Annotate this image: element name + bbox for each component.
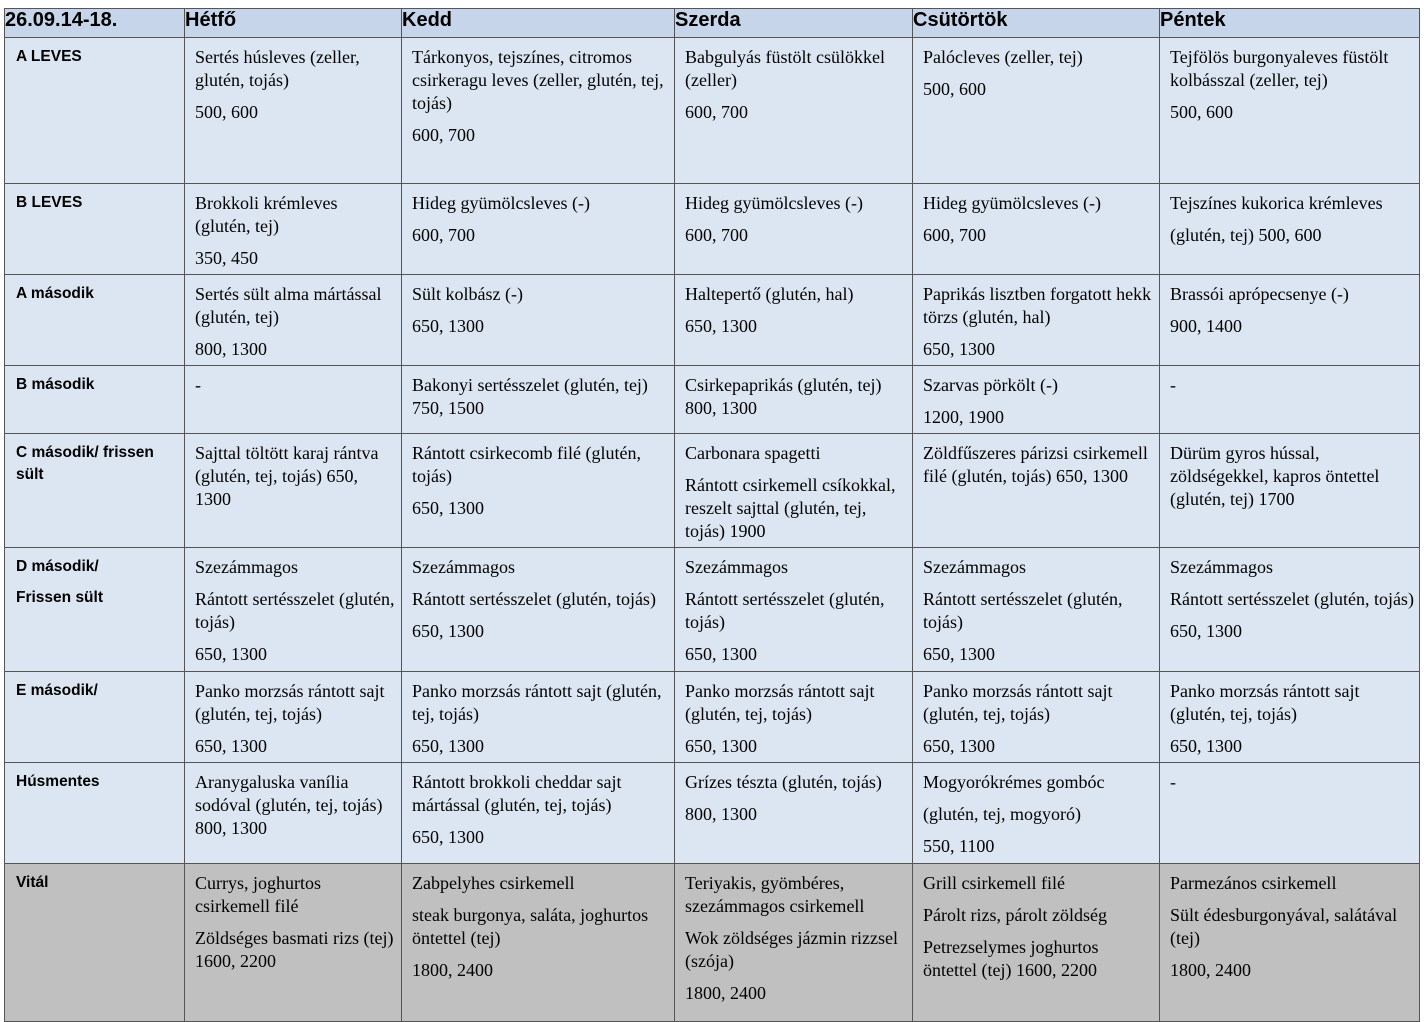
dish-text: Hideg gyümölcsleves (-)	[685, 193, 863, 213]
menu-row	[5, 38, 1420, 184]
dish-text: Paprikás lisztben forgatott hekk törzs (glutén, hal)	[923, 284, 1152, 327]
dish-text: Szezámmagos	[685, 557, 788, 577]
dish-text: 650, 1300	[412, 621, 484, 641]
dish-text: Sertés sült alma mártással (glutén, tej)	[195, 284, 382, 327]
header-row	[5, 9, 1420, 38]
dish-text: Mogyorókrémes gombóc	[923, 772, 1105, 792]
menu-row	[5, 184, 1420, 275]
dish-text: Sült kolbász (-)	[412, 284, 523, 304]
dish-text: Currys, joghurtos csirkemell filé	[195, 873, 321, 916]
menu-cell-wednesday	[675, 184, 913, 275]
dish-text: Zabpelyhes csirkemell	[412, 873, 575, 893]
menu-cell-friday	[1160, 763, 1420, 864]
dish-text: 350, 450	[195, 248, 258, 268]
menu-cell-thursday	[913, 548, 1160, 672]
row-label	[5, 434, 185, 548]
menu-cell-friday	[1160, 184, 1420, 275]
dish-text: Panko morzsás rántott sajt (glutén, tej, tojás)	[685, 681, 875, 724]
dish-text: Tejfölös burgonyaleves füstölt kolbásszal (zeller, tej)	[1170, 47, 1389, 90]
dish-text: Párolt rizs, párolt zöldség	[923, 905, 1107, 925]
dish-text: Szarvas pörkölt (-)	[923, 375, 1058, 395]
menu-cell-wednesday	[675, 366, 913, 434]
dish-text: Csirkepaprikás (glutén, tej) 800, 1300	[685, 375, 882, 418]
row-label-line: Vitál	[16, 874, 49, 891]
dish-text: 650, 1300	[923, 644, 995, 664]
dish-text: Rántott sertésszelet (glutén, tojás)	[685, 589, 885, 632]
dish-text: 650, 1300	[1170, 736, 1242, 756]
menu-cell-monday	[185, 864, 402, 1022]
dish-text: 900, 1400	[1170, 316, 1242, 336]
menu-cell-wednesday	[675, 434, 913, 548]
dish-text: Szezámmagos	[1170, 557, 1273, 577]
menu-cell-tuesday	[402, 38, 675, 184]
menu-cell-tuesday	[402, 864, 675, 1022]
dish-text: Rántott brokkoli cheddar sajt mártással (glutén, tej, tojás)	[412, 772, 622, 815]
row-label-line: B második	[16, 376, 95, 393]
menu-cell-wednesday	[675, 38, 913, 184]
dish-text: 1200, 1900	[923, 407, 1004, 427]
menu-cell-friday	[1160, 864, 1420, 1022]
menu-row	[5, 275, 1420, 366]
menu-row	[5, 548, 1420, 672]
dish-text: Hideg gyümölcsleves (-)	[412, 193, 590, 213]
menu-cell-tuesday	[402, 275, 675, 366]
dish-text: Panko morzsás rántott sajt (glutén, tej, tojás)	[1170, 681, 1360, 724]
dish-text: Grill csirkemell filé	[923, 873, 1065, 893]
dish-text: 650, 1300	[412, 316, 484, 336]
menu-row	[5, 366, 1420, 434]
menu-cell-friday	[1160, 434, 1420, 548]
dish-text: Rántott sertésszelet (glutén, tojás)	[412, 589, 656, 609]
menu-cell-monday	[185, 275, 402, 366]
dish-text: Sajttal töltött karaj rántva (glutén, tej, tojás) 650, 1300	[195, 443, 379, 509]
dish-text: Grízes tészta (glutén, tojás)	[685, 772, 882, 792]
dish-text: Teriyakis, gyömbéres, szezámmagos csirkemell	[685, 873, 865, 916]
menu-row	[5, 763, 1420, 864]
dish-text: 600, 700	[923, 225, 986, 245]
menu-cell-tuesday	[402, 366, 675, 434]
row-label	[5, 184, 185, 275]
dish-text: 1800, 2400	[412, 960, 493, 980]
menu-cell-wednesday	[675, 672, 913, 763]
dish-text: 650, 1300	[685, 644, 757, 664]
dish-text: 800, 1300	[195, 339, 267, 359]
dish-text: Sült édesburgonyával, salátával (tej)	[1170, 905, 1398, 948]
dish-text: 500, 600	[923, 79, 986, 99]
dish-text: (glutén, tej) 500, 600	[1170, 225, 1322, 245]
dish-text: Wok zöldséges jázmin rizzsel (szója)	[685, 928, 898, 971]
menu-cell-tuesday	[402, 434, 675, 548]
dish-text: Brokkoli krémleves (glutén, tej)	[195, 193, 338, 236]
dish-text: Panko morzsás rántott sajt (glutén, tej, tojás)	[412, 681, 662, 724]
dish-text: Parmezános csirkemell	[1170, 873, 1337, 893]
dish-text: 600, 700	[685, 225, 748, 245]
dish-text: 500, 600	[1170, 102, 1233, 122]
menu-cell-wednesday	[675, 548, 913, 672]
dish-text: 650, 1300	[1170, 621, 1242, 641]
menu-cell-thursday	[913, 672, 1160, 763]
menu-cell-monday	[185, 434, 402, 548]
day-header-tuesday: Kedd	[402, 9, 675, 38]
dish-text: 550, 1100	[923, 836, 995, 856]
menu-cell-wednesday	[675, 864, 913, 1022]
menu-cell-friday	[1160, 672, 1420, 763]
dish-text: Rántott csirkemell csíkokkal, reszelt sajttal (glutén, tej, tojás) 1900	[685, 475, 896, 541]
row-label-line: A második	[16, 285, 94, 302]
menu-cell-friday	[1160, 366, 1420, 434]
date-range: 26.09.14-18.	[5, 9, 185, 38]
menu-cell-tuesday	[402, 548, 675, 672]
menu-cell-thursday	[913, 434, 1160, 548]
dish-text: Zöldséges basmati rizs (tej) 1600, 2200	[195, 928, 394, 971]
dish-text: Zöldfűszeres párizsi csirkemell filé (glutén, tojás) 650, 1300	[923, 443, 1148, 486]
row-label	[5, 864, 185, 1022]
dish-text: 650, 1300	[685, 736, 757, 756]
menu-cell-monday	[185, 548, 402, 672]
dish-text: 650, 1300	[195, 736, 267, 756]
dish-text: Rántott sertésszelet (glutén, tojás)	[923, 589, 1123, 632]
row-label	[5, 38, 185, 184]
menu-cell-friday	[1160, 548, 1420, 672]
dish-text: Palócleves (zeller, tej)	[923, 47, 1083, 67]
row-label-line: E második/	[16, 682, 98, 699]
dish-text: (glutén, tej, mogyoró)	[923, 804, 1081, 824]
menu-cell-tuesday	[402, 763, 675, 864]
row-label-line: Frissen sült	[16, 589, 103, 606]
dish-text: 650, 1300	[195, 644, 267, 664]
menu-cell-monday	[185, 366, 402, 434]
dish-text: 500, 600	[195, 102, 258, 122]
dish-text: 600, 700	[412, 225, 475, 245]
dish-text: -	[195, 375, 201, 395]
dish-text: 600, 700	[412, 125, 475, 145]
menu-row	[5, 672, 1420, 763]
dish-text: Bakonyi sertésszelet (glutén, tej) 750, 1500	[412, 375, 648, 418]
dish-text: 650, 1300	[685, 316, 757, 336]
dish-text: 1800, 2400	[1170, 960, 1251, 980]
menu-cell-monday	[185, 184, 402, 275]
dish-text: Szezámmagos	[195, 557, 298, 577]
dish-text: 600, 700	[685, 102, 748, 122]
menu-cell-thursday	[913, 366, 1160, 434]
menu-cell-thursday	[913, 184, 1160, 275]
dish-text: 800, 1300	[685, 804, 757, 824]
dish-text: Hideg gyümölcsleves (-)	[923, 193, 1101, 213]
menu-cell-wednesday	[675, 763, 913, 864]
dish-text: steak burgonya, saláta, joghurtos öntettel (tej)	[412, 905, 649, 948]
day-header-monday: Hétfő	[185, 9, 402, 38]
dish-text: Brassói aprópecsenye (-)	[1170, 284, 1349, 304]
dish-text: Aranygaluska vanília sodóval (glutén, tej, tojás) 800, 1300	[195, 772, 383, 838]
row-label-line: A LEVES	[16, 48, 82, 65]
day-header-friday: Péntek	[1160, 9, 1420, 38]
dish-text: Panko morzsás rántott sajt (glutén, tej, tojás)	[195, 681, 385, 724]
dish-text: Haltepertő (glutén, hal)	[685, 284, 854, 304]
menu-cell-tuesday	[402, 184, 675, 275]
dish-text: Rántott csirkecomb filé (glutén, tojás)	[412, 443, 641, 486]
menu-row	[5, 434, 1420, 548]
dish-text: 1800, 2400	[685, 983, 766, 1003]
row-label-line: Húsmentes	[16, 773, 100, 790]
dish-text: 650, 1300	[923, 736, 995, 756]
dish-text: Dürüm gyros hússal, zöldségekkel, kapros öntettel (glutén, tej) 1700	[1170, 443, 1380, 509]
menu-cell-thursday	[913, 864, 1160, 1022]
row-label-line: D második/	[16, 558, 99, 575]
menu-cell-thursday	[913, 38, 1160, 184]
dish-text: Carbonara spagetti	[685, 443, 821, 463]
dish-text: Babgulyás füstölt csülökkel (zeller)	[685, 47, 885, 90]
dish-text: 650, 1300	[412, 827, 484, 847]
dish-text: Sertés húsleves (zeller, glutén, tojás)	[195, 47, 360, 90]
menu-cell-monday	[185, 38, 402, 184]
dish-text: Tárkonyos, tejszínes, citromos csirkeragu leves (zeller, glutén, tej, tojás)	[412, 47, 664, 113]
menu-cell-tuesday	[402, 672, 675, 763]
dish-text: Szezámmagos	[412, 557, 515, 577]
dish-text: 650, 1300	[412, 736, 484, 756]
dish-text: Szezámmagos	[923, 557, 1026, 577]
dish-text: Rántott sertésszelet (glutén, tojás)	[1170, 589, 1414, 609]
row-label	[5, 763, 185, 864]
dish-text: Tejszínes kukorica krémleves	[1170, 193, 1383, 213]
menu-cell-wednesday	[675, 275, 913, 366]
menu-cell-thursday	[913, 275, 1160, 366]
dish-text: Petrezselymes joghurtos öntettel (tej) 1600, 2200	[923, 937, 1099, 980]
menu-cell-friday	[1160, 275, 1420, 366]
row-label-line: C második/ frissen sült	[16, 444, 154, 483]
menu-cell-friday	[1160, 38, 1420, 184]
day-header-thursday: Csütörtök	[913, 9, 1160, 38]
menu-row	[5, 864, 1420, 1022]
menu-cell-monday	[185, 672, 402, 763]
row-label	[5, 672, 185, 763]
row-label	[5, 275, 185, 366]
day-header-wednesday: Szerda	[675, 9, 913, 38]
dish-text: 650, 1300	[923, 339, 995, 359]
dish-text: 650, 1300	[412, 498, 484, 518]
weekly-menu-table	[4, 8, 1420, 1022]
menu-cell-thursday	[913, 763, 1160, 864]
row-label-line: B LEVES	[16, 194, 83, 211]
row-label	[5, 548, 185, 672]
dish-text: Rántott sertésszelet (glutén, tojás)	[195, 589, 395, 632]
dish-text: -	[1170, 772, 1176, 792]
menu-cell-monday	[185, 763, 402, 864]
dish-text: -	[1170, 375, 1176, 395]
dish-text: Panko morzsás rántott sajt (glutén, tej, tojás)	[923, 681, 1113, 724]
row-label	[5, 366, 185, 434]
